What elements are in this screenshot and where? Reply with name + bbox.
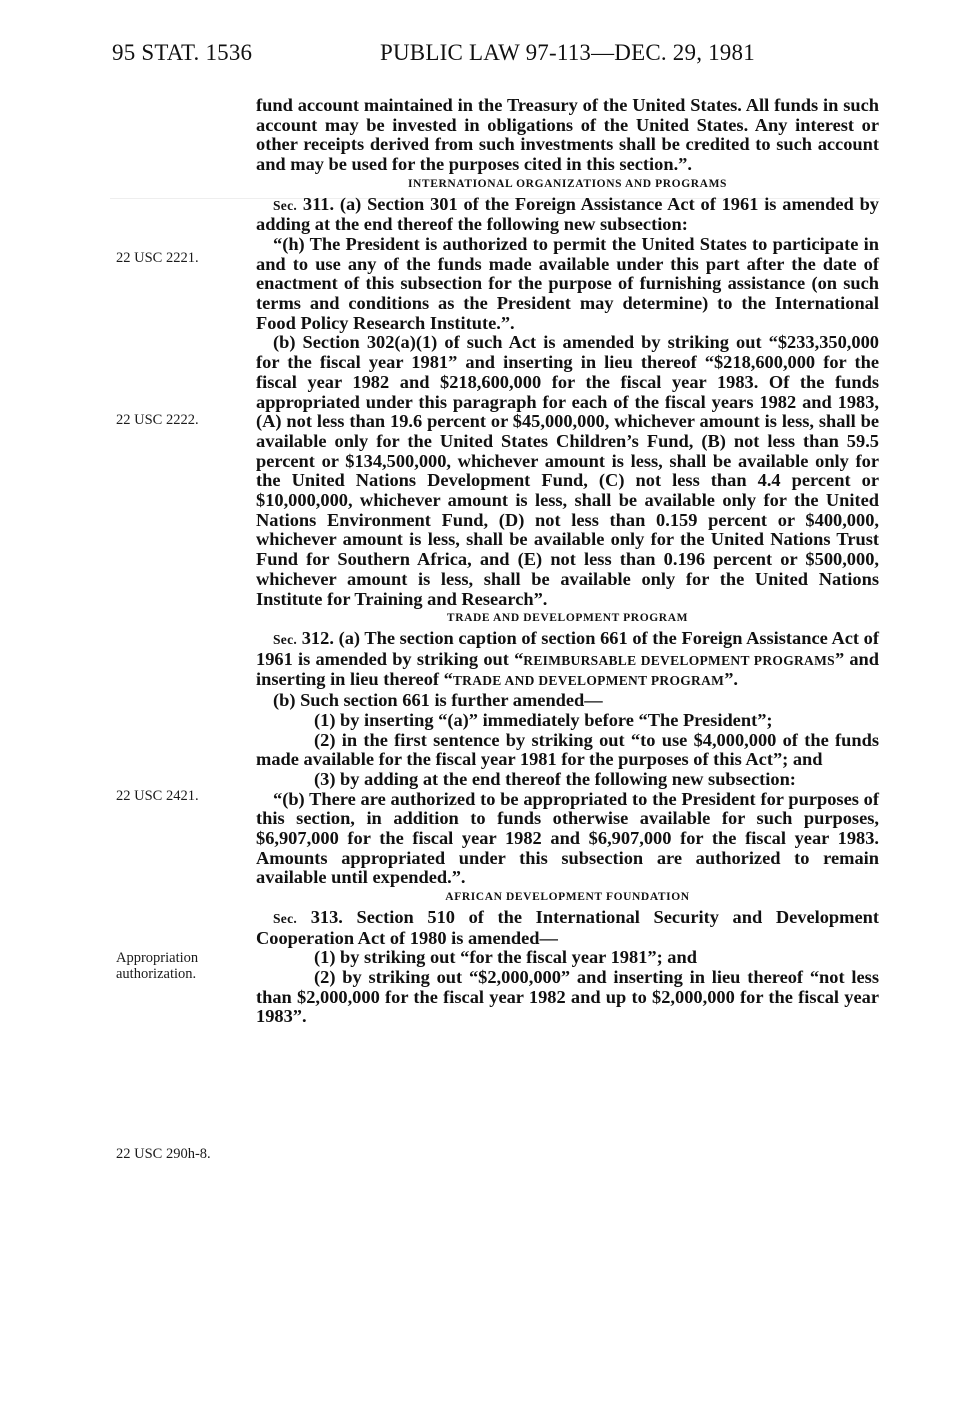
old-caption-smallcaps: REIMBURSABLE DEVELOPMENT PROGRAMS	[523, 652, 835, 668]
sec-313-label: Sec.	[273, 910, 298, 926]
sec-312-label: Sec.	[273, 631, 298, 647]
sec-311-label: Sec.	[273, 197, 298, 213]
intro-paragraph: fund account maintained in the Treasury of the United States. All funds in such account may be invested in obligations of the United States. Any interest or other receipts derived from such investments shall be credited to such account and may be used for the purposes cited in this section.”.	[256, 95, 879, 175]
section-heading-international: INTERNATIONAL ORGANIZATIONS AND PROGRAMS	[407, 177, 728, 190]
sec-312-a-text-pre: 312. (a) The section caption of section 661 of the Foreign Assistance Act of 1961 is amended by striking out “	[256, 627, 879, 669]
sec-313-paragraph	[256, 908, 879, 948]
sec-311-a-paragraph	[256, 195, 879, 235]
sec-312-a-text-mid: ” and inserting in lieu thereof “	[256, 648, 880, 690]
margin-citation-2421: 22 USC 2421.	[116, 788, 199, 804]
margin-citation-290h8: 22 USC 290h-8.	[116, 1146, 211, 1162]
sec-313-text: 313. Section 510 of the International Security and Development Cooperation Act of 1980 is amended—	[256, 906, 879, 948]
sec-312-b-item-1: (1) by inserting “(a)” immediately before “The President”;	[314, 709, 773, 730]
section-heading-trade: TRADE AND DEVELOPMENT PROGRAM	[446, 612, 689, 625]
sec-313-item-2: (2) by striking out “$2,000,000” and inserting in lieu thereof “not less than $2,000,000 for the fiscal year 1982 and up to $2,000,000 for the fiscal year 1983”.	[256, 966, 879, 1027]
law-title: PUBLIC LAW 97-113—DEC. 29, 1981	[380, 40, 755, 65]
main-text-column	[256, 96, 879, 1027]
sec-312-b-paragraph: (b) Such section 661 is further amended—	[273, 690, 603, 711]
sec-312-a-paragraph	[256, 629, 879, 691]
sec-312-b-item-2: (2) in the first sentence by striking out “to use $4,000,000 of the funds made available for the fiscal year 1981 for the purposes of this Act”; and	[256, 729, 879, 770]
section-heading-african: AFRICAN DEVELOPMENT FOUNDATION	[445, 891, 690, 904]
statute-page-reference: 95 STAT. 1536	[112, 40, 253, 65]
sec-312-new-subsection-b: “(b) There are authorized to be appropriated to the President for purposes of this section, in addition to funds otherwise available for such purposes, $6,907,000 for the fiscal year 1982 and $6,907,000 for the fiscal year 1983. Amounts appropriated under this subsection are authorized to remain available until expended.”.	[256, 788, 879, 888]
margin-appropriation-authorization: Appropriation authorization.	[116, 950, 199, 982]
sec-311-a-text: 311. (a) Section 301 of the Foreign Assistance Act of 1961 is amended by adding at the end thereof the following new subsection:	[256, 193, 879, 235]
page-header	[112, 40, 912, 76]
sec-311-h-paragraph: “(h) The President is authorized to permit the United States to participate in and to use any of the funds made available under this part after the date of enactment of this subsection for the purpose of furnishing assistance (on such terms and conditions as the President may determine) to the International Food Policy Research Institute.”.	[256, 233, 879, 333]
new-caption-smallcaps: TRADE AND DEVELOPMENT PROGRAM	[452, 673, 725, 689]
sec-312-a-text-end: ”.	[724, 669, 738, 690]
sec-312-b-item-3: (3) by adding at the end thereof the following new subsection:	[314, 768, 796, 789]
margin-citation-2222: 22 USC 2222.	[116, 412, 199, 428]
margin-citation-2221: 22 USC 2221.	[116, 250, 199, 266]
sec-311-b-paragraph: (b) Section 302(a)(1) of such Act is amended by striking out “$233,350,000 for the fiscal year 1981” and inserting in lieu thereof “$218,600,000 for the fiscal year 1982 and $218,600,000 for the fiscal year 1983. Of the funds appropriated under this paragraph for each of the fiscal years 1982 and 1983, (A) not less than 19.6 percent or $45,000,000, whichever amount is less, shall be available only for the United States Children’s Fund, (B) not less than 59.5 percent or $134,500,000, whichever amount is less, shall be available only for the United Nations Development Fund, (C) not less than 4.4 percent or $10,000,000, whichever amount is less, shall be available only for the United Nations Environment Fund, (D) not less than 0.159 percent or $400,000, whichever amount is less, shall be available only for the United Nations Trust Fund for Southern Africa, and (E) not less than 0.196 percent or $500,000, whichever amount is less, shall be available only for the United Nations Institute for Training and Research”.	[256, 332, 879, 609]
sec-313-item-1: (1) by striking out “for the fiscal year 1981”; and	[314, 947, 697, 968]
